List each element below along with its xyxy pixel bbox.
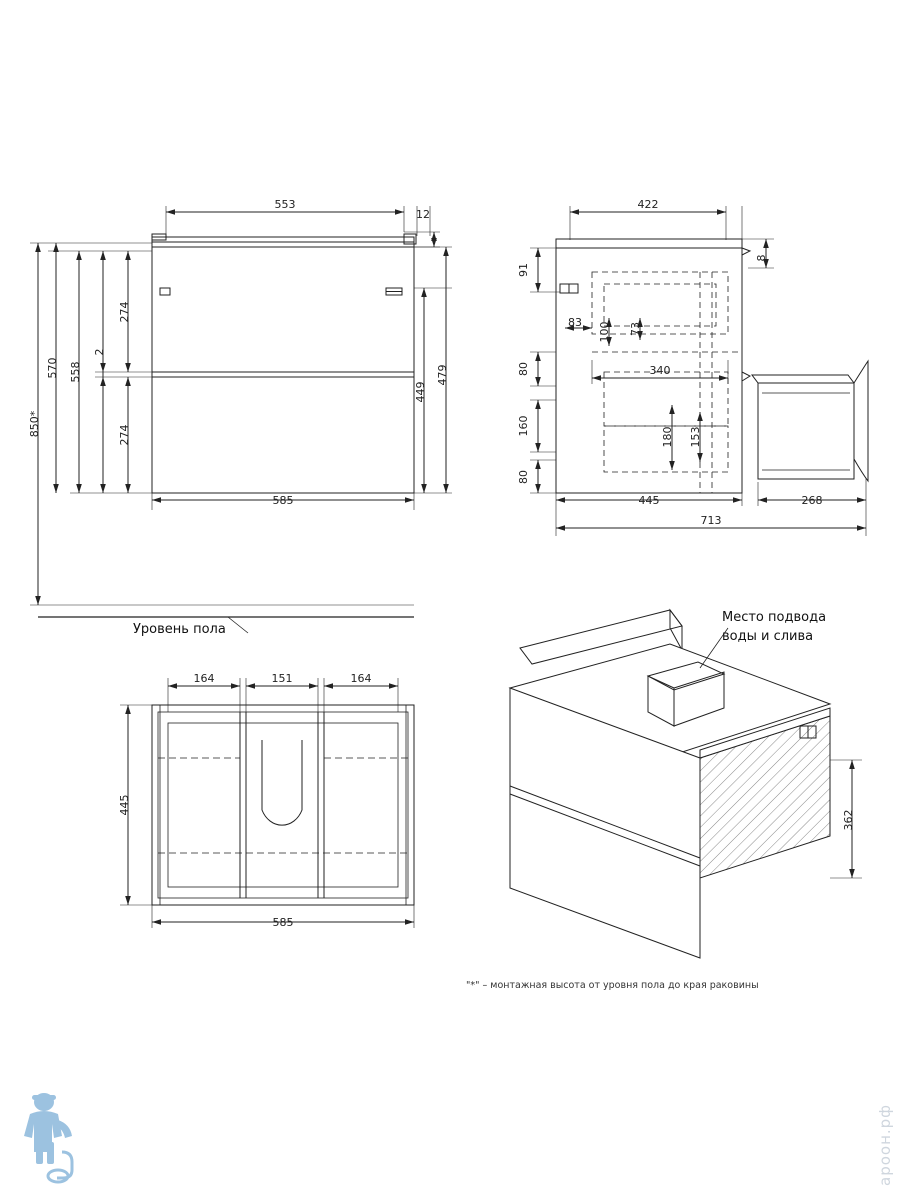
dim-top-585: 585 <box>272 916 294 929</box>
footnote: "*" – монтажная высота от уровня пола до края раковины <box>466 980 759 991</box>
floor-level-label: Уровень пола <box>133 622 226 637</box>
dim-side-80-upper: 80 <box>517 362 530 376</box>
dim-front-top-width: 553 <box>274 198 296 211</box>
dim-side-268: 268 <box>801 494 823 507</box>
dim-side-80-lower: 80 <box>517 470 530 484</box>
water-supply-label-line2: воды и слива <box>722 629 814 644</box>
dim-iso-362: 362 <box>842 809 855 831</box>
dim-side-83: 83 <box>568 316 582 329</box>
dim-front-body-width: 585 <box>272 494 294 507</box>
plumber-mascot-icon <box>14 1090 86 1186</box>
dim-height-479: 479 <box>436 364 449 386</box>
dim-side-160: 160 <box>517 415 530 437</box>
dim-side-100: 100 <box>598 321 611 343</box>
dim-height-558: 558 <box>69 361 82 383</box>
dim-top-center-151: 151 <box>271 672 293 685</box>
watermark: ароон.рф <box>876 1104 894 1186</box>
front-view <box>30 206 452 633</box>
water-supply-label-line1: Место подвода <box>722 610 827 625</box>
dim-height-570: 570 <box>46 357 59 379</box>
dim-height-449: 449 <box>414 381 427 403</box>
dim-drawer-lower: 274 <box>118 424 131 446</box>
iso-view <box>510 610 862 958</box>
top-view <box>120 678 414 928</box>
dim-side-713: 713 <box>700 514 722 527</box>
dim-side-8: 8 <box>755 254 768 262</box>
dim-side-73: 73 <box>629 322 642 336</box>
dim-top-445: 445 <box>118 794 131 816</box>
dim-side-91: 91 <box>517 263 530 277</box>
dim-side-153: 153 <box>689 426 702 448</box>
dim-drawer-upper: 274 <box>118 301 131 323</box>
dim-top-left-164: 164 <box>193 672 215 685</box>
dim-side-180: 180 <box>661 426 674 448</box>
dim-side-445: 445 <box>638 494 660 507</box>
dim-front-top-thickness: 12 <box>416 208 430 221</box>
dim-side-340: 340 <box>649 364 671 377</box>
dim-side-top-depth: 422 <box>637 198 659 211</box>
side-view <box>530 206 868 536</box>
dim-top-right-164: 164 <box>350 672 372 685</box>
dim-gap-2: 2 <box>93 348 106 356</box>
dim-total-height: 850* <box>28 410 41 438</box>
